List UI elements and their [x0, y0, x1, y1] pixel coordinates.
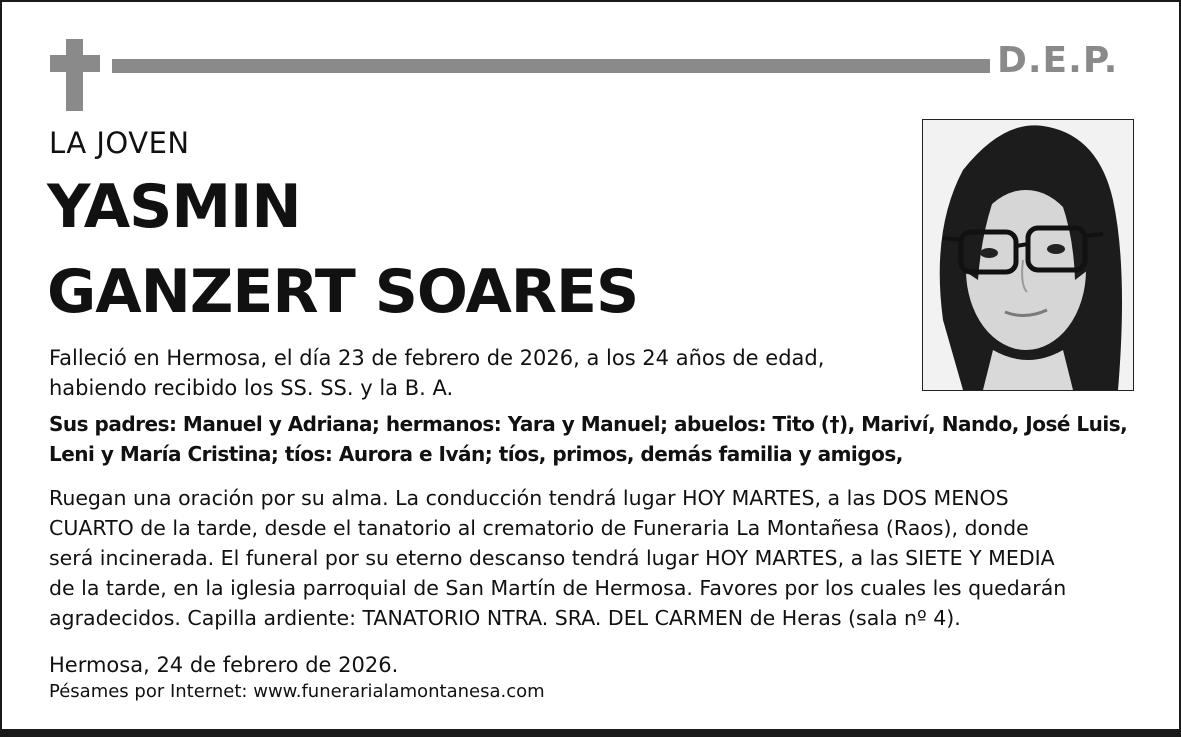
service-line: será incinerada. El funeral por su eterno descanso tendrá lugar HOY MARTES, a las SIETE Y MEDIA — [49, 546, 1055, 570]
deceased-first-name: YASMIN — [47, 172, 301, 242]
deceased-surnames: GANZERT SOARES — [47, 257, 639, 327]
deceased-prefix: LA JOVEN — [49, 126, 190, 160]
header-rule — [112, 59, 990, 73]
condolences-web-line: Pésames por Internet: www.funerarialamontanesa.com — [49, 681, 545, 702]
dep-label: D.E.P. — [997, 40, 1119, 81]
service-line: de la tarde, en la iglesia parroquial de San Martín de Hermosa. Favores por los cuales les quedarán — [49, 576, 1067, 600]
family-line-1: Sus padres: Manuel y Adriana; hermanos: Yara y Manuel; abuelos: Tito (†), Mariví, Nando, José Luis, — [49, 412, 1128, 436]
death-statement — [49, 343, 824, 403]
service-details — [49, 483, 1066, 633]
family-line-2: Leni y María Cristina; tíos: Aurora e Iván; tíos, primos, demás familia y amigos, — [49, 442, 903, 466]
service-line: Ruegan una oración por su alma. La conducción tendrá lugar HOY MARTES, a las DOS MENOS — [49, 486, 1009, 510]
family-list — [49, 409, 1127, 469]
portrait-photo — [922, 119, 1134, 391]
death-line-2: habiendo recibido los SS. SS. y la B. A. — [49, 376, 454, 400]
death-line-1: Falleció en Hermosa, el día 23 de febrero de 2026, a los 24 años de edad, — [49, 346, 825, 370]
service-line: CUARTO de la tarde, desde el tanatorio al crematorio de Funeraria La Montañesa (Raos), donde — [49, 516, 1029, 540]
portrait-photo-graphic — [923, 120, 1133, 390]
place-date: Hermosa, 24 de febrero de 2026. — [49, 653, 399, 677]
service-line: agradecidos. Capilla ardiente: TANATORIO NTRA. SRA. DEL CARMEN de Heras (sala nº 4). — [49, 606, 961, 630]
